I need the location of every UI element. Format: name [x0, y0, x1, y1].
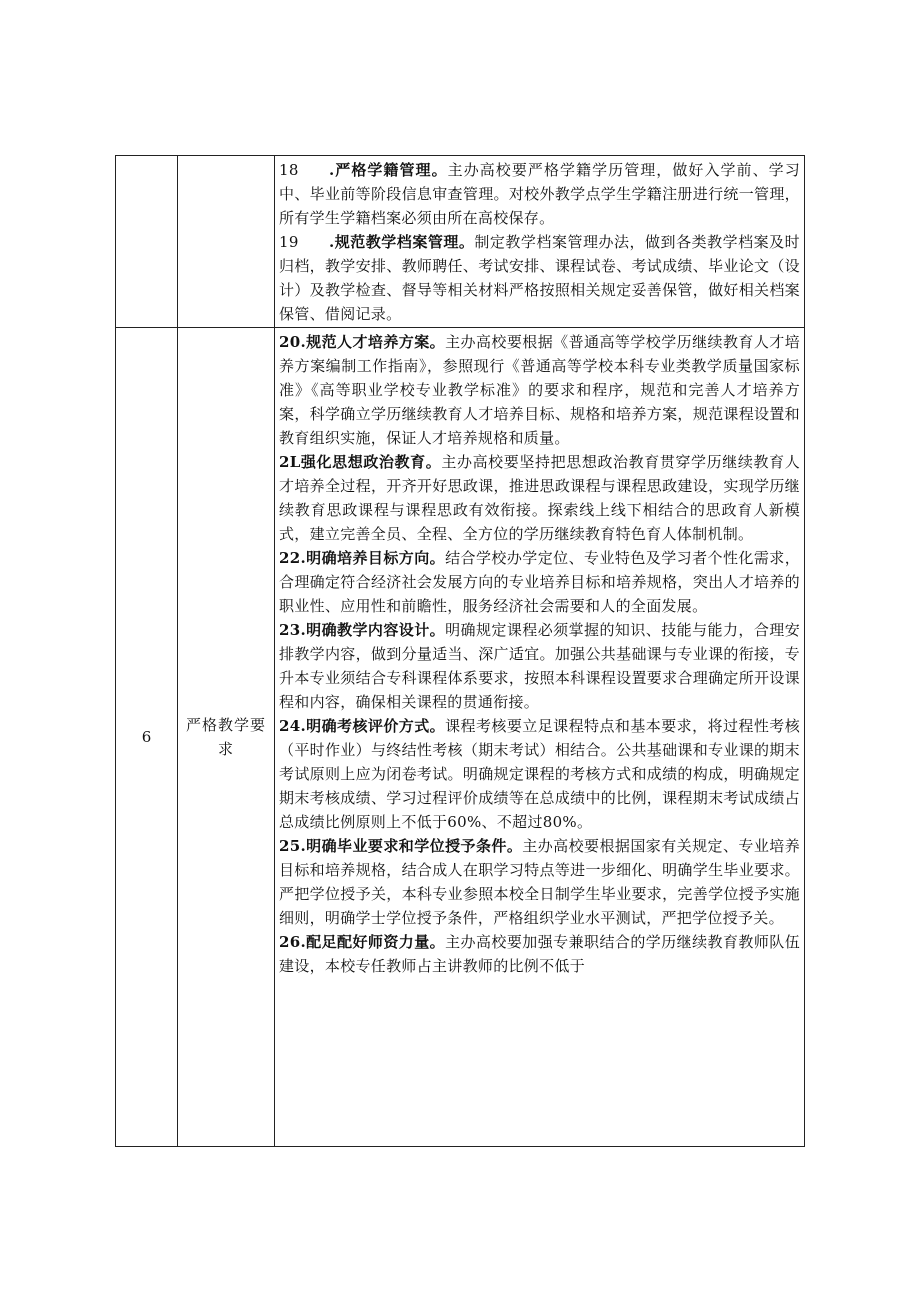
item-text: 主办高校要根据《普通高等学校学历继续教育人才培养方案编制工作指南》，参照现行《普通高等学校本科专业类教学质量国家标准》《高等职业学校专业教学标准》的要求和程序，规范和完善人才培养方案，科学确立学历继续教育人才培养目标、规格和培养方案，规范课程设置和教育组织实施，保证人才培养规格和质量。 — [279, 333, 800, 447]
item-heading: 明确教学内容设计。 — [306, 621, 446, 639]
item-text: 明确规定课程必须掌握的知识、技能与能力，合理安排教学内容，做到分量适当、深广适宜。加强公共基础课与专业课的衔接，专升本专业须结合专科课程体系要求，按照本科课程设置要求合理确定所开设课程和内容，确保相关课程的贯通衔接。 — [279, 621, 800, 711]
item-number: 23. — [279, 621, 306, 639]
item-heading: 规范人才培养方案。 — [306, 333, 446, 351]
row-body-cell — [275, 328, 805, 1147]
list-item — [279, 546, 800, 618]
item-heading: 配足配好师资力量。 — [306, 933, 446, 951]
item-text: 制定教学档案管理办法，做到各类教学档案及时归档，教学安排、教师聘任、考试安排、课程试卷、考试成绩、毕业论文（设计）及教学检查、督导等相关材料严格按照相关规定妥善保管，做好相关档案保管、借阅记录。 — [279, 233, 800, 323]
item-number: 26. — [279, 933, 306, 951]
row-number-cell: 6 — [116, 328, 178, 1147]
list-item — [279, 834, 800, 930]
row-title-cell — [178, 156, 275, 328]
item-heading: .严格学籍管理。 — [329, 161, 448, 179]
item-number: 22. — [279, 549, 306, 567]
table-row — [116, 156, 805, 328]
list-item — [279, 158, 800, 230]
item-number: 2L — [279, 453, 301, 471]
item-number: 24. — [279, 717, 306, 735]
table-row — [116, 328, 805, 1147]
item-number: 25. — [279, 837, 306, 855]
item-heading: .规范教学档案管理。 — [329, 233, 475, 251]
row-body-cell — [275, 156, 805, 328]
row-title-cell: 严格教学要求 — [178, 328, 275, 1147]
list-item — [279, 330, 800, 450]
item-number: 18 — [279, 161, 299, 179]
content-table — [115, 155, 805, 1147]
list-item — [279, 618, 800, 714]
item-text: 主办高校要严格学籍学历管理，做好入学前、学习中、毕业前等阶段信息审查管理。对校外教学点学生学籍注册进行统一管理，所有学生学籍档案必须由所在高校保存。 — [279, 161, 801, 227]
item-text: 主办高校要根据国家有关规定、专业培养目标和培养规格，结合成人在职学习特点等进一步细化、明确学生毕业要求。严把学位授予关，本科专业参照本校全日制学生毕业要求，完善学位授予实施细则，明确学士学位授予条件，严格组织学业水平测试，严把学位授予关。 — [279, 837, 800, 927]
list-item — [279, 930, 800, 978]
list-item — [279, 714, 800, 834]
item-heading: 明确培养目标方向。 — [306, 549, 446, 567]
item-text: 课程考核要立足课程特点和基本要求，将过程性考核（平时作业）与终结性考核（期末考试）相结合。公共基础课和专业课的期末考试原则上应为闭卷考试。明确规定课程的考核方式和成绩的构成，明确规定期末考核成绩、学习过程评价成绩等在总成绩中的比例，课程期末考试成绩占总成绩比例原则上不低于60%、不超过80%。 — [279, 717, 800, 831]
list-item — [279, 230, 800, 326]
row-number-cell — [116, 156, 178, 328]
item-heading: 强化思想政治教育。 — [300, 453, 442, 471]
item-heading: 明确毕业要求和学位授予条件。 — [306, 837, 523, 855]
item-number: 20. — [279, 333, 306, 351]
item-heading: 明确考核评价方式。 — [306, 717, 446, 735]
list-item — [279, 450, 800, 546]
item-text: 主办高校要加强专兼职结合的学历继续教育教师队伍建设，本校专任教师占主讲教师的比例不低于 — [279, 933, 800, 975]
item-text: 结合学校办学定位、专业特色及学习者个性化需求，合理确定符合经济社会发展方向的专业培养目标和培养规格，突出人才培养的职业性、应用性和前瞻性，服务经济社会需要和人的全面发展。 — [279, 549, 800, 615]
item-text: 主办高校要坚持把思想政治教育贯穿学历继续教育人才培养全过程，开齐开好思政课，推进思政课程与课程思政建设，实现学历继续教育思政课程与课程思政有效衔接。探索线上线下相结合的思政育人新模式，建立完善全员、全程、全方位的学历继续教育特色育人体制机制。 — [279, 453, 800, 543]
item-number: 19 — [279, 233, 299, 251]
